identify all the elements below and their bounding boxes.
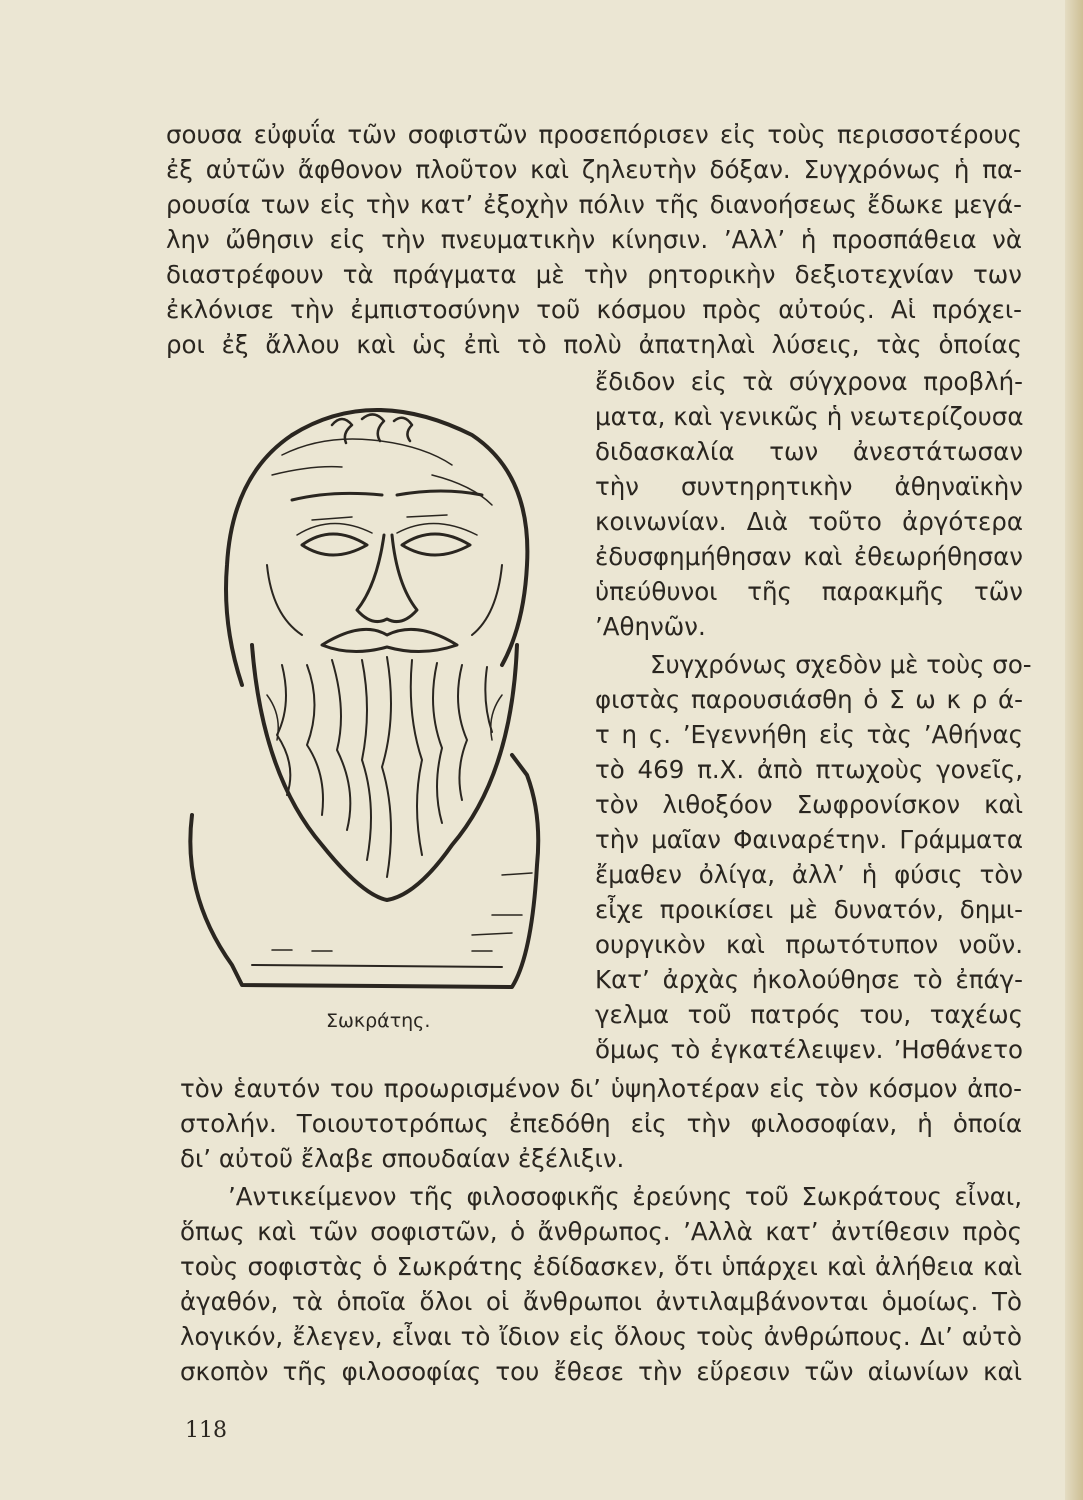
socrates-bust-illustration <box>172 395 572 1005</box>
text-line: ουργικὸν καὶ πρωτότυπον νοῦν. <box>595 930 1023 959</box>
text-line: τὸν ἑαυτόν του προωρισμένον δι’ ὑψηλοτέραν εἰς τὸν κόσμον ἀπο- <box>180 1074 1022 1103</box>
text-line: ροι ἐξ ἄλλου καὶ ὡς ἐπὶ τὸ πολὺ ἀπατηλαὶ λύσεις, τὰς ὁποίας <box>166 330 1022 359</box>
text-line: ’Αντικείμενον τῆς φιλοσοφικῆς ἐρεύνης τοῦ Σωκράτους εἶναι, <box>228 1182 1022 1211</box>
text-line: ’Αθηνῶν. <box>595 612 706 641</box>
text-line: Συγχρόνως σχεδὸν μὲ τοὺς σο- <box>650 650 1032 679</box>
text-line: διαστρέφουν τὰ πράγματα μὲ τὴν ρητορικὴν δεξιοτεχνίαν των <box>166 260 1022 289</box>
text-line: ἔδιδον εἰς τὰ σύγχρονα προβλή- <box>595 367 1023 396</box>
text-line: γελμα τοῦ πατρός του, ταχέως <box>595 1000 1023 1029</box>
text-line: κοινωνίαν. Διὰ τοῦτο ἀργότερα <box>595 507 1023 536</box>
text-line: ματα, καὶ γενικῶς ἡ νεωτερίζουσα <box>595 402 1024 431</box>
page-edge <box>1065 0 1083 1500</box>
text-line: σκοπὸν τῆς φιλοσοφίας του ἔθεσε τὴν εὕρεσιν τῶν αἰωνίων καὶ <box>180 1357 1022 1386</box>
text-line: φιστὰς παρουσιάσθη ὁ Σ ω κ ρ ά- <box>595 685 1023 714</box>
text-line: ἐδυσφημήθησαν καὶ ἐθεωρήθησαν <box>595 542 1023 571</box>
text-line: τὴν μαῖαν Φαιναρέτην. Γράμματα <box>595 825 1023 854</box>
text-line: τ η ς. ’Εγεννήθη εἰς τὰς ’Αθήνας <box>595 720 1023 749</box>
text-line: εἶχε προικίσει μὲ δυνατόν, δημι- <box>595 895 1023 924</box>
page-number: 118 <box>185 1418 227 1443</box>
text-line: ὅπως καὶ τῶν σοφιστῶν, ὁ ἄνθρωπος. ’Αλλὰ κατ’ ἀντίθεσιν πρὸς <box>180 1217 1022 1246</box>
text-line: τὸ 469 π.Χ. ἀπὸ πτωχοὺς γονεῖς, <box>595 755 1023 784</box>
text-line: σουσα εὐφυΐα τῶν σοφιστῶν προσεπόρισεν εἰς τοὺς περισσοτέρους <box>166 120 1022 149</box>
text-line: λην ὤθησιν εἰς τὴν πνευματικὴν κίνησιν. ’Αλλ’ ἡ προσπάθεια νὰ <box>166 225 1022 254</box>
text-line: ἐξ αὐτῶν ἄφθονον πλοῦτον καὶ ζηλευτὴν δόξαν. Συγχρόνως ἡ πα- <box>166 155 1022 184</box>
text-line: τὸν λιθοξόον Σωφρονίσκον καὶ <box>595 790 1023 819</box>
text-line: τοὺς σοφιστὰς ὁ Σωκράτης ἐδίδασκεν, ὅτι ὑπάρχει καὶ ἀλήθεια καὶ <box>180 1252 1022 1281</box>
text-line: δι’ αὐτοῦ ἔλαβε σπουδαίαν ἐξέλιξιν. <box>180 1144 625 1173</box>
text-line: στολήν. Τοιουτοτρόπως ἐπεδόθη εἰς τὴν φιλοσοφίαν, ἡ ὁποία <box>180 1109 1022 1138</box>
text-line: ἔμαθεν ὀλίγα, ἀλλ’ ἡ φύσις τὸν <box>595 860 1023 889</box>
text-line: ἐκλόνισε τὴν ἐμπιστοσύνην τοῦ κόσμου πρὸς αὐτούς. Αἱ πρόχει- <box>166 295 1022 324</box>
text-line: διδασκαλία των ἀνεστάτωσαν <box>595 437 1023 466</box>
text-line: ἀγαθόν, τὰ ὁποῖα ὅλοι οἱ ἄνθρωποι ἀντιλαμβάνονται ὁμοίως. Τὸ <box>180 1287 1022 1316</box>
text-line: ρουσία των εἰς τὴν κατ’ ἐξοχὴν πόλιν τῆς διανοήσεως ἔδωκε μεγά- <box>166 190 1022 219</box>
text-line: Κατ’ ἀρχὰς ἠκολούθησε τὸ ἐπάγ- <box>595 965 1023 994</box>
text-line: ὑπεύθυνοι τῆς παρακμῆς τῶν <box>595 577 1023 606</box>
figure-caption: Σωκράτης. <box>326 1010 431 1032</box>
text-line: τὴν συντηρητικὴν ἀθηναϊκὴν <box>595 472 1023 501</box>
text-line: λογικόν, ἔλεγεν, εἶναι τὸ ἴδιον εἰς ὅλους τοὺς ἀνθρώπους. Δι’ αὐτὸ <box>180 1322 1022 1351</box>
text-line: ὅμως τὸ ἐγκατέλειψεν. ’Ησθάνετο <box>595 1035 1023 1064</box>
